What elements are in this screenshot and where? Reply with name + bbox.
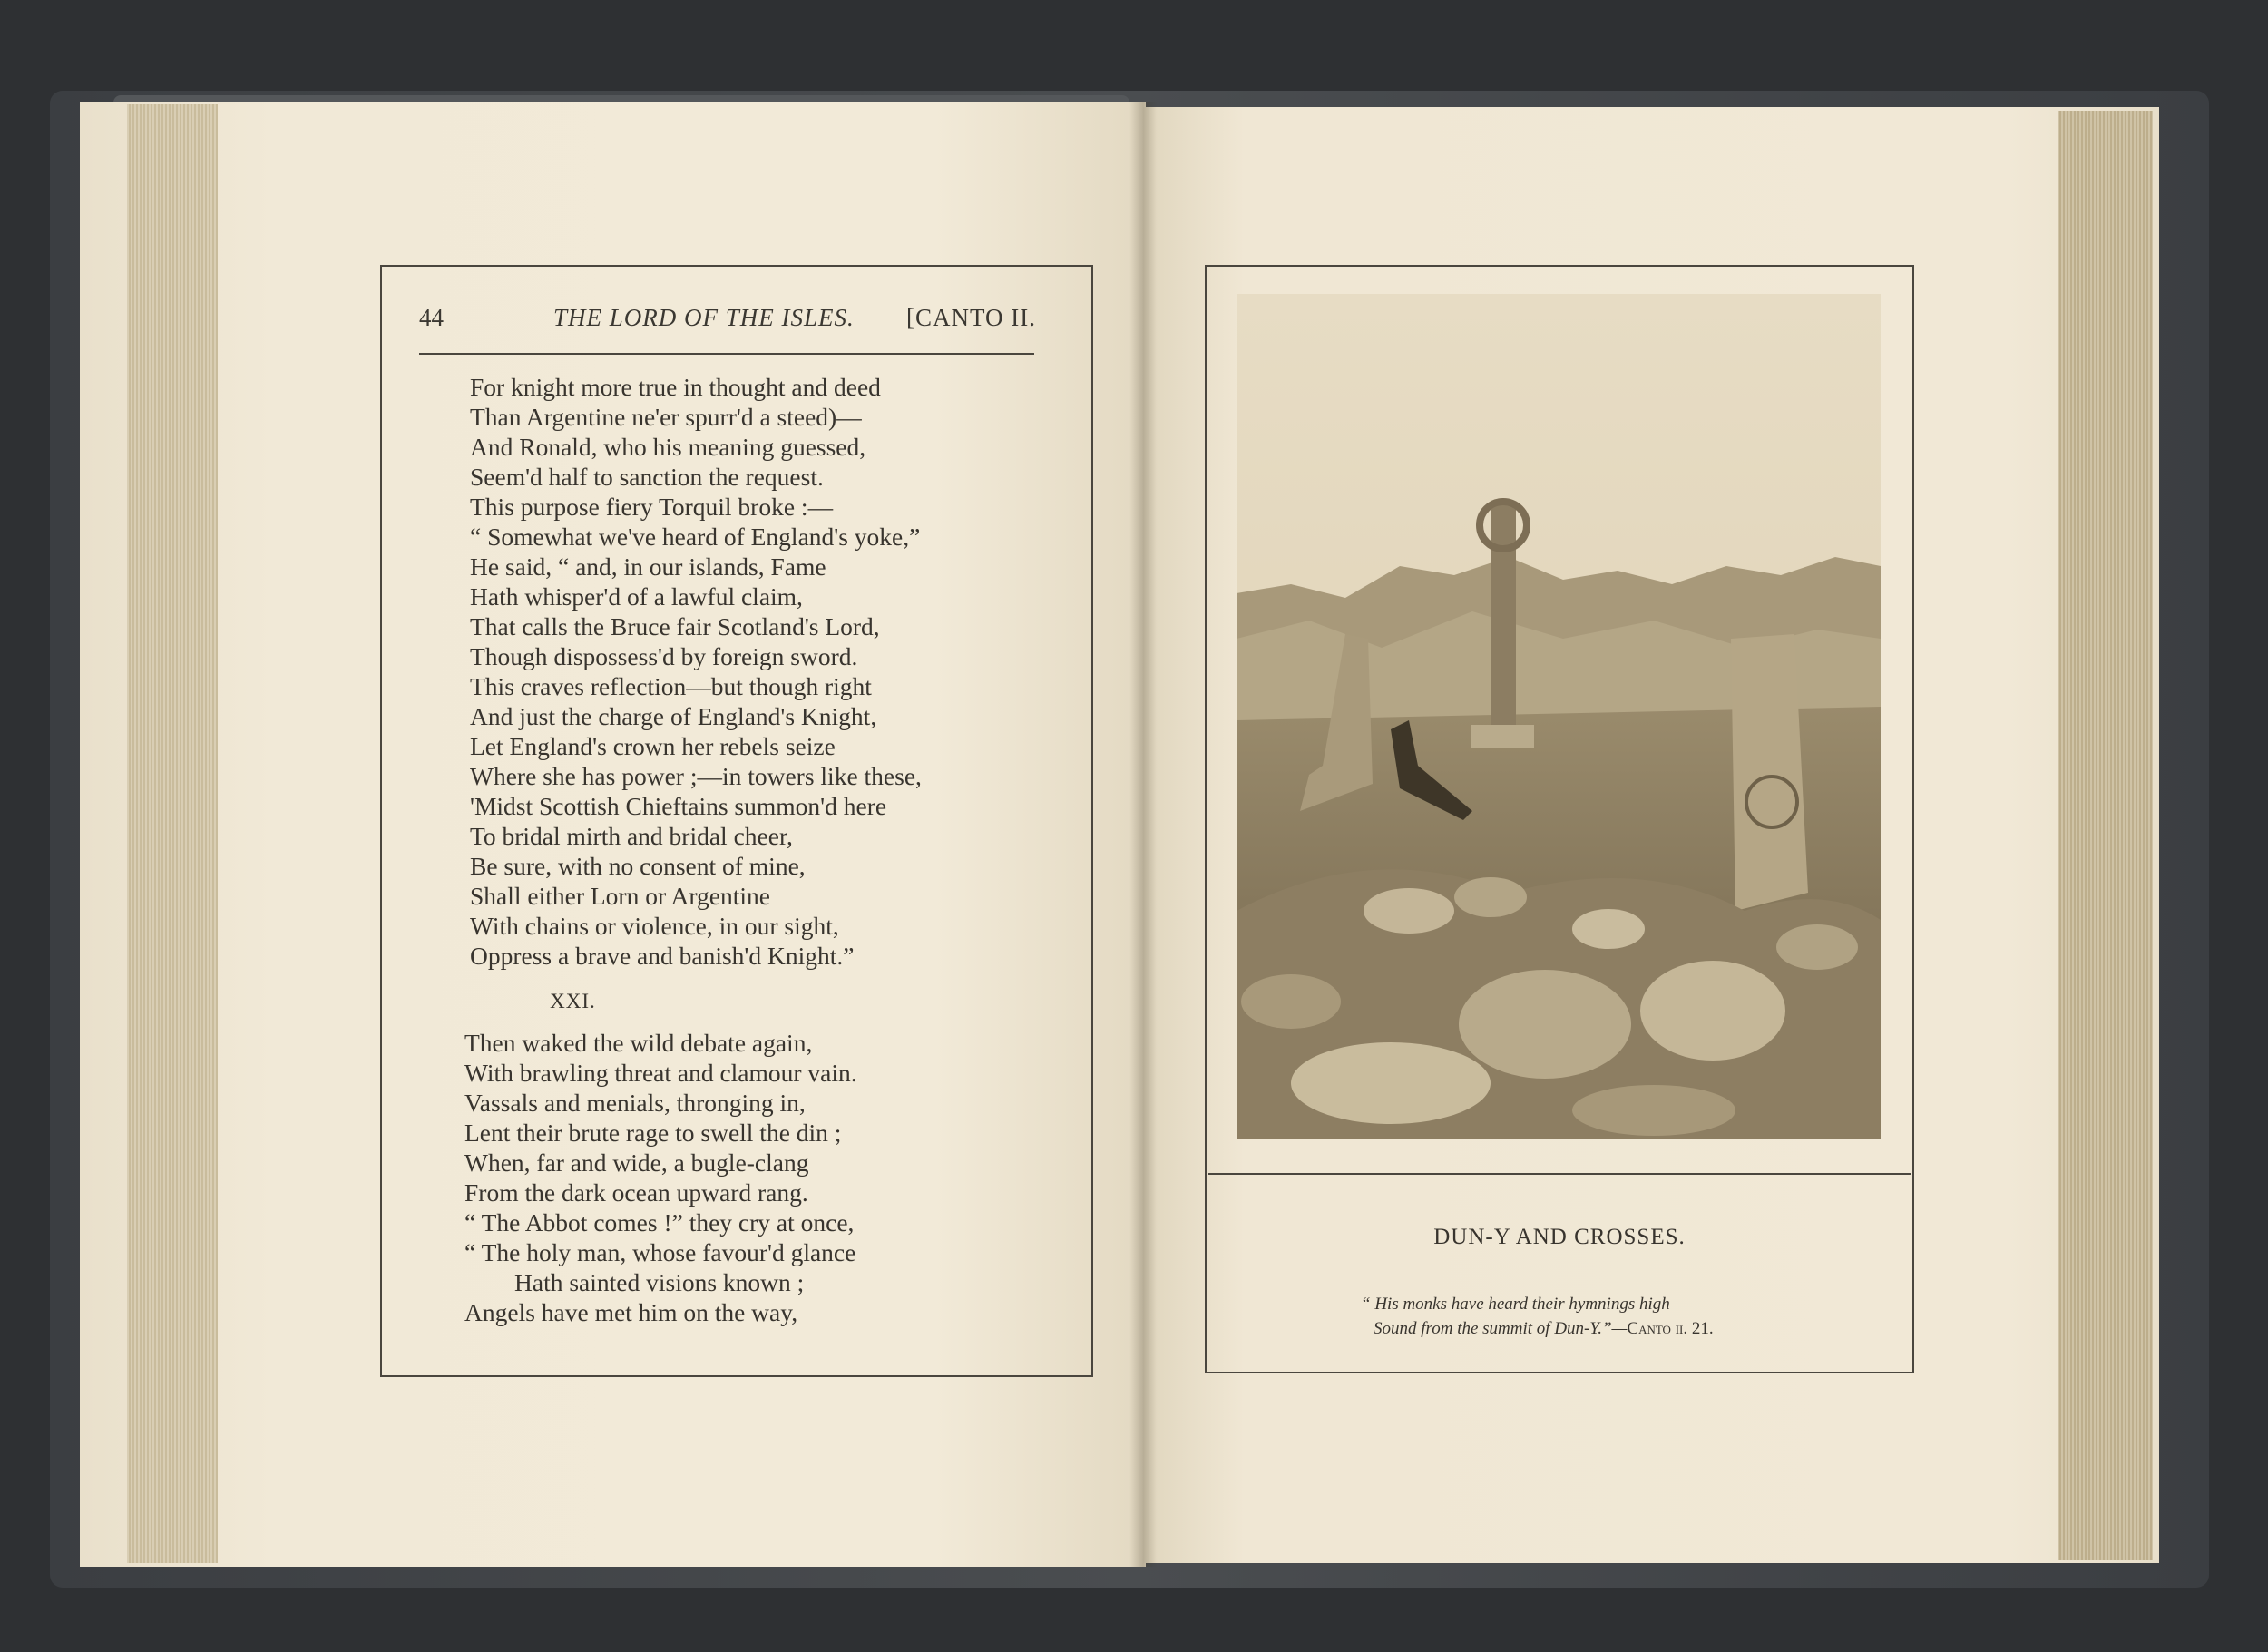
poem-stanza-continued — [470, 372, 922, 971]
poem-line: And Ronald, who his meaning guessed, — [470, 433, 866, 461]
poem-line: To bridal mirth and bridal cheer, — [470, 822, 793, 850]
quote-line-1: “ His monks have heard their hymnings high — [1361, 1295, 1670, 1314]
poem-line: Where she has power ;—in towers like these, — [470, 762, 922, 790]
poem-line: Let England's crown her rebels seize — [470, 732, 836, 760]
poem-line: He said, “ and, in our islands, Fame — [470, 552, 826, 581]
poem-line: Shall either Lorn or Argentine — [470, 882, 770, 910]
poem-line: And just the charge of England's Knight, — [470, 702, 877, 730]
book-gutter — [1129, 102, 1157, 1567]
page-number: 44 — [419, 304, 444, 331]
poem-line: “ Somewhat we've heard of England's yoke,” — [470, 523, 921, 551]
page-edges-left — [127, 104, 218, 1563]
stanza-number: XXI. — [550, 990, 596, 1012]
page-edges-right — [2058, 111, 2153, 1560]
poem-line: Vassals and menials, thronging in, — [464, 1089, 806, 1117]
poem-line: Hath sainted visions known ; — [514, 1268, 805, 1296]
canto-label: [CANTO II. — [906, 304, 1036, 331]
poem-line: “ The holy man, whose favour'd glance — [464, 1238, 856, 1266]
poem-line: Than Argentine ne'er spurr'd a steed)— — [470, 403, 862, 431]
poem-line: Be sure, with no consent of mine, — [470, 852, 806, 880]
caption-rule — [1208, 1173, 1911, 1175]
plate-title: DUN-Y AND CROSSES. — [1433, 1225, 1686, 1249]
poem-line: For knight more true in thought and deed — [470, 373, 881, 401]
poem-line: From the dark ocean upward rang. — [464, 1178, 808, 1207]
running-header — [419, 304, 1036, 337]
poem-line: Angels have met him on the way, — [464, 1298, 798, 1326]
poem-line: This craves reflection—but though right — [470, 672, 872, 700]
header-rule — [419, 353, 1034, 355]
poem-line: With brawling threat and clamour vain. — [464, 1059, 857, 1087]
poem-line: Then waked the wild debate again, — [464, 1029, 813, 1057]
running-title: THE LORD OF THE ISLES. — [553, 304, 855, 331]
poem-line: Oppress a brave and banish'd Knight.” — [470, 942, 855, 970]
quote-line-2-wrap — [1361, 1316, 1714, 1341]
poem-line: With chains or violence, in our sight, — [470, 912, 839, 940]
poem-line: This purpose fiery Torquil broke :— — [470, 493, 834, 521]
plate-quote — [1361, 1292, 1714, 1341]
quote-line-2: Sound from the summit of Dun-Y.”— — [1374, 1319, 1628, 1338]
poem-line: That calls the Bruce fair Scotland's Lord, — [470, 612, 880, 640]
poem-line: Lent their brute rage to swell the din ; — [464, 1119, 842, 1147]
poem-line: Though dispossess'd by foreign sword. — [470, 642, 858, 670]
poem-line: Seem'd half to sanction the request. — [470, 463, 824, 491]
photograph-dun-y-crosses — [1237, 294, 1881, 1139]
poem-line: 'Midst Scottish Chieftains summon'd here — [470, 792, 887, 820]
quote-source: Canto ii. 21. — [1627, 1319, 1714, 1338]
poem-line: When, far and wide, a bugle-clang — [464, 1149, 809, 1177]
poem-line: Hath whisper'd of a lawful claim, — [470, 582, 803, 611]
poem-line: “ The Abbot comes !” they cry at once, — [464, 1208, 855, 1237]
poem-stanza-xxi — [464, 1028, 857, 1327]
